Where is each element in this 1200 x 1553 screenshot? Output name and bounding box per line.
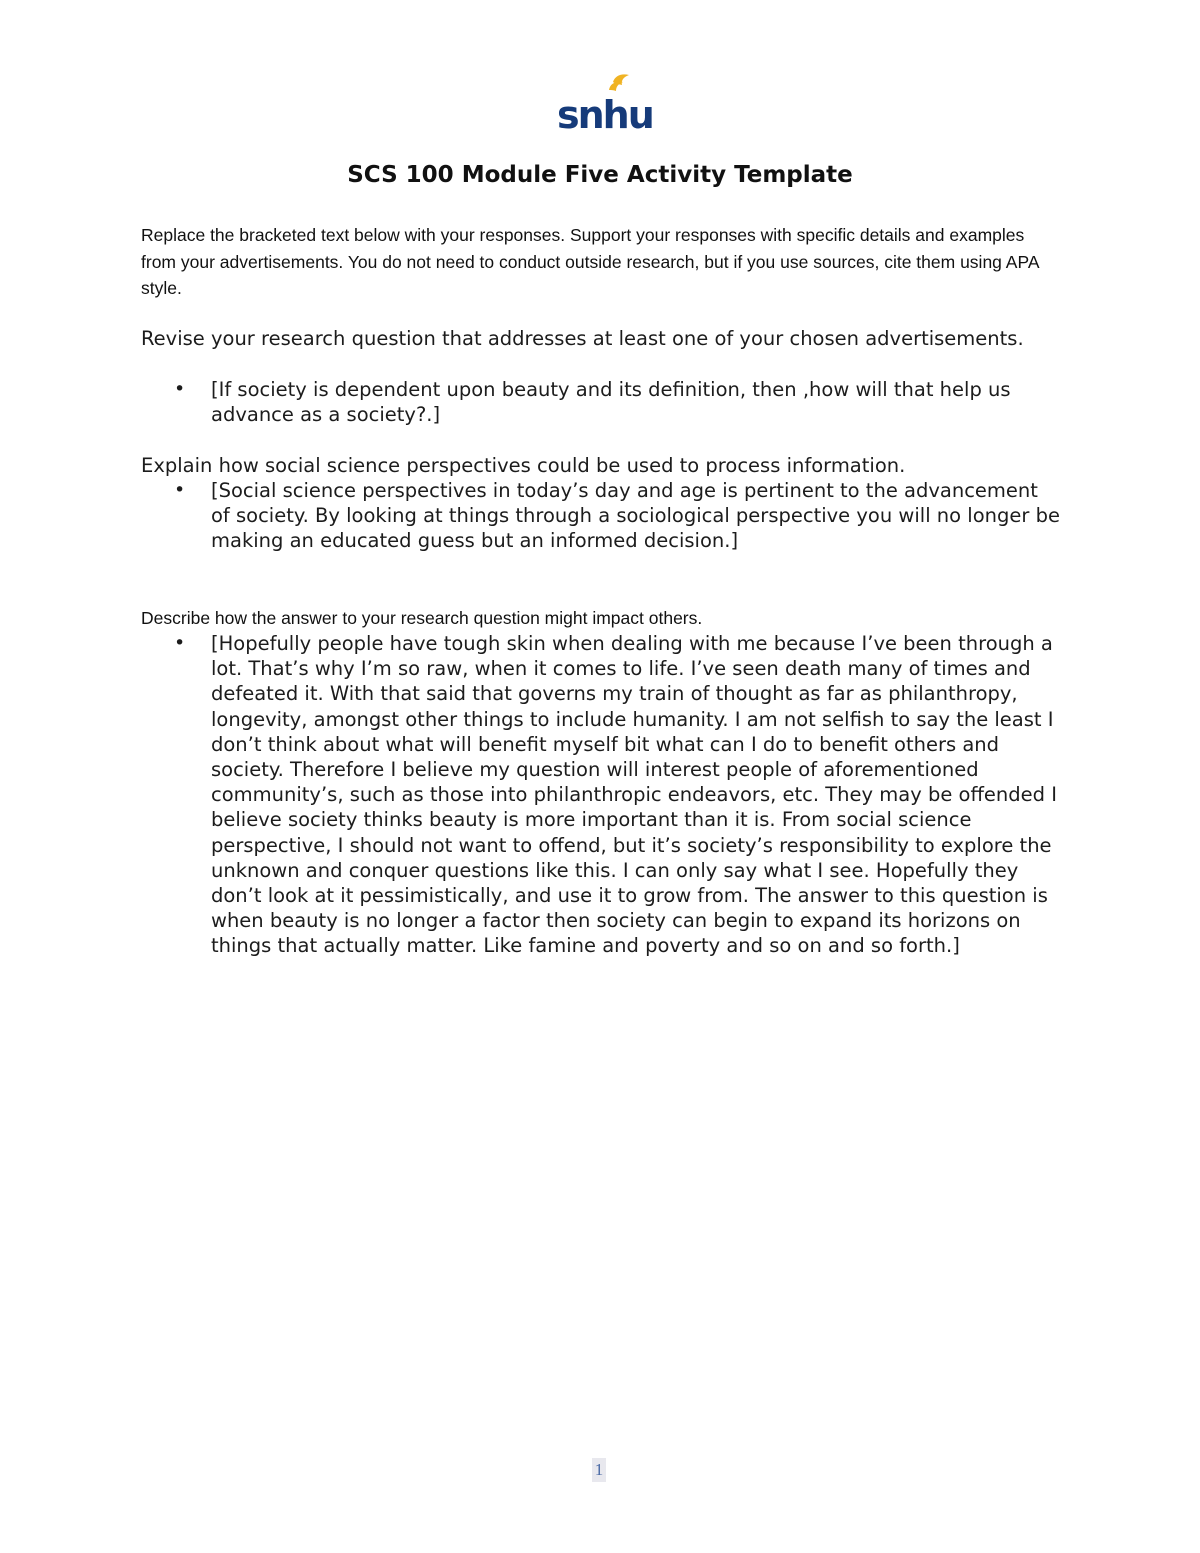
page-number: 1 <box>592 1458 606 1482</box>
flame-icon <box>609 74 629 91</box>
snhu-logo <box>555 72 653 137</box>
section-2-answer: [Social science perspectives in today’s day and age is pertinent to the advancement of society. By looking at things through a sociological perspective you will no longer be making an educated guess but an informed decision.] <box>211 479 1060 553</box>
section-1-bullet: • <box>174 378 186 400</box>
section-1-prompt: Revise your research question that addresses at least one of your chosen advertisements. <box>141 327 1024 350</box>
instructions-paragraph: Replace the bracketed text below with your responses. Support your responses with specific details and examples from your advertisements. You do not need to conduct outside research, but if you use sources, cite them using APA style. <box>141 225 1039 298</box>
section-3-prompt: Describe how the answer to your research question might impact others. <box>141 608 703 628</box>
section-3-bullet: • <box>174 632 186 654</box>
section-3-answer: [Hopefully people have tough skin when dealing with me because I’ve been through a lot. That’s why I’m so raw, when it comes to life. I’ve seen death many of times and defeated it. With that said that governs my train of thought as far as philanthropy, longevity, amongst other things to include humanity. I am not selfish to say the least I don’t think about what will benefit myself bit what can I do to benefit others and society. Therefore I believe my question will interest people of aforementioned community’s, such as those into philanthropic endeavors, etc. They may be offended I believe society thinks beauty is more important than it is. From social science perspective, I should not want to offend, but it’s society’s responsibility to explore the unknown and conquer questions like this. I can only say what I see. Hopefully they don’t look at it pessimistically, and use it to grow from. The answer to this question is when beauty is no longer a factor then society can begin to expand its horizons on things that actually matter. Like famine and poverty and so on and so forth.] <box>211 632 1057 958</box>
section-2-prompt: Explain how social science perspectives could be used to process information. <box>141 454 906 477</box>
section-1-answer: [If society is dependent upon beauty and its definition, then ,how will that help us advance as a society?.] <box>211 378 1011 427</box>
document-title: SCS 100 Module Five Activity Template <box>347 162 853 188</box>
logo-wordmark: snhu <box>557 93 653 137</box>
section-2-bullet: • <box>174 479 186 501</box>
